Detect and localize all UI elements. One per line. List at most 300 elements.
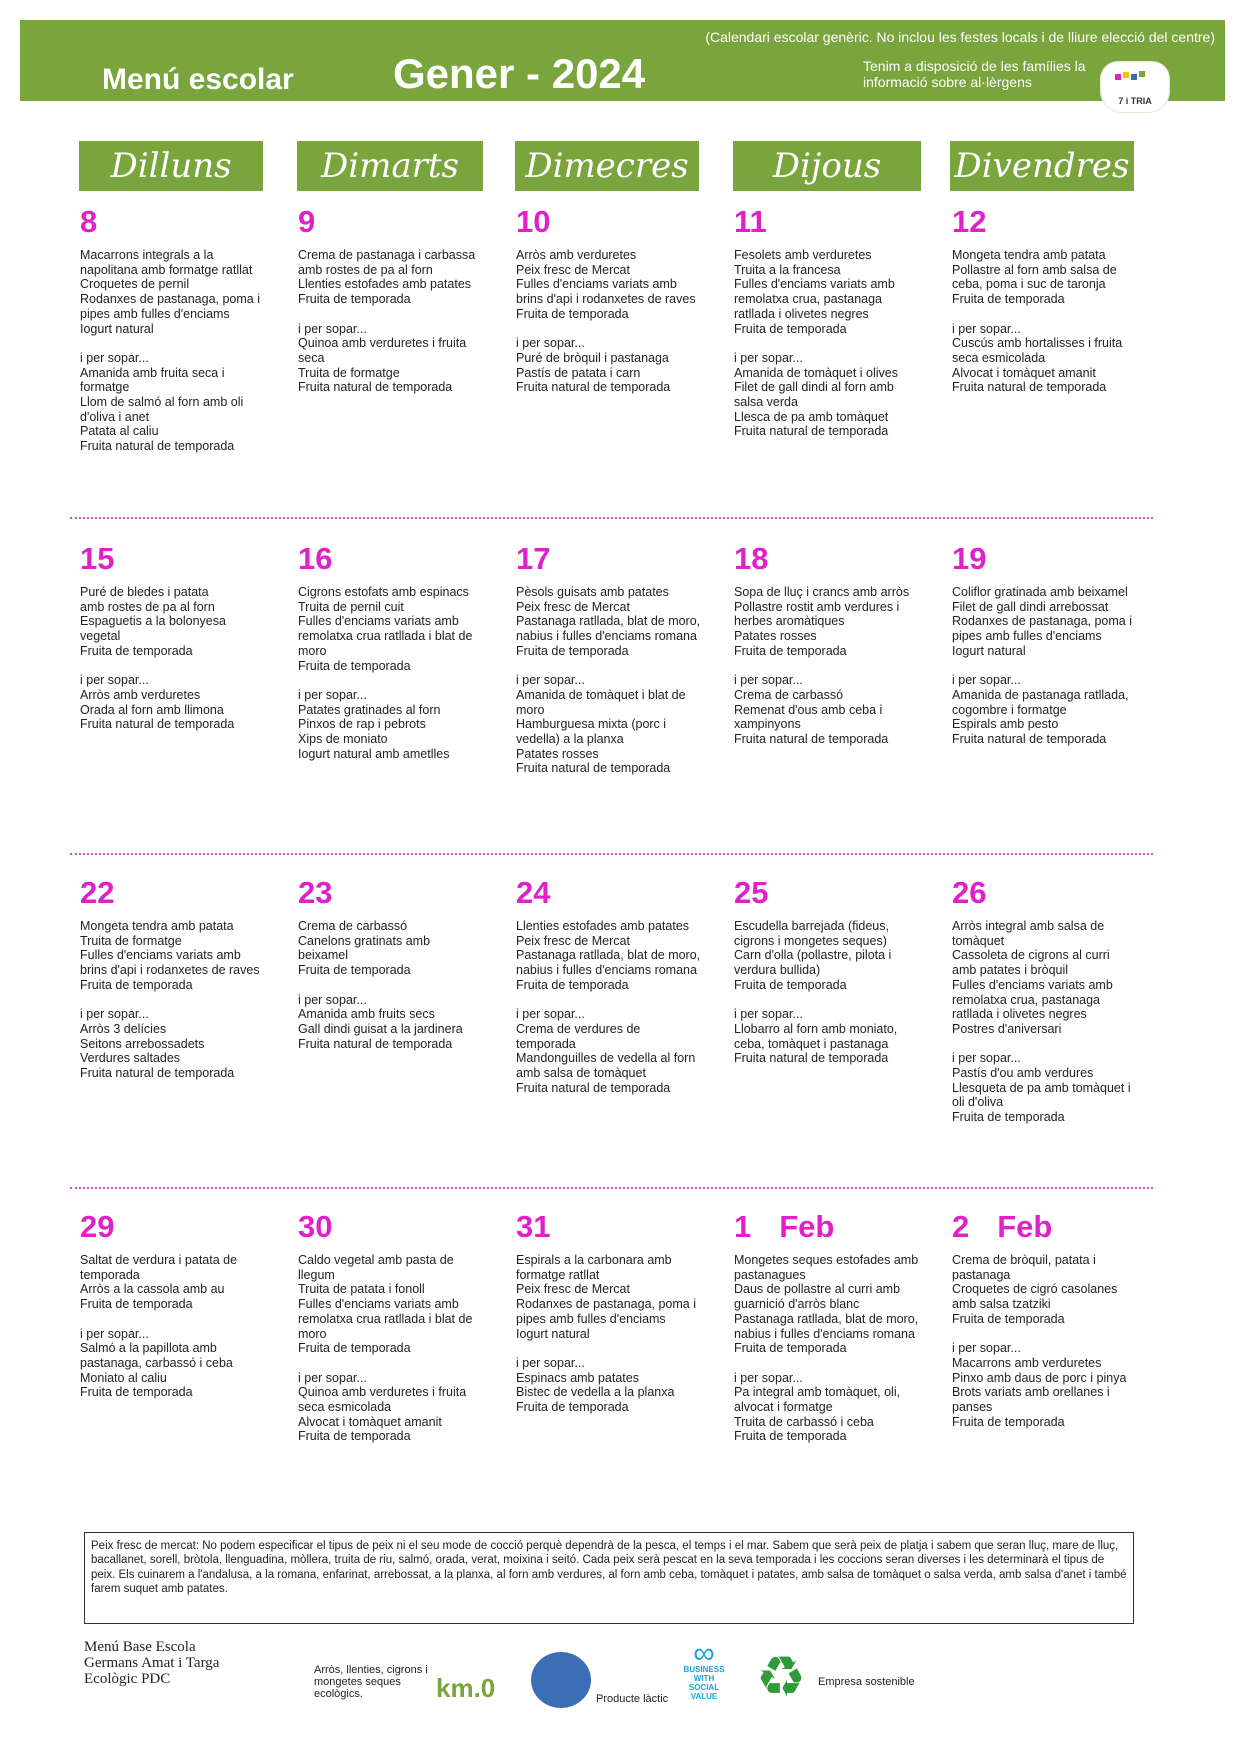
day-number bbox=[80, 542, 280, 576]
menu-line: temporada bbox=[516, 1036, 576, 1051]
menu-line: Arròs amb verduretes bbox=[80, 687, 201, 702]
fish-note-text: Peix fresc de mercat: No podem especificar el tipus de peix ni el seu mode de cocció perquè dependrà de la pesca, el temps i el mar. Sabem que serà peix de platja i sabem que seran lluç, mare de lluç, bacallanet, sorell, bròtola, llenguadina, mòllera, truita de riu, salmó, orada, verat, moixina i seitó. Cada peix serà pescat en la seva temporada i les coccions seran diverses i les determinarà el tipus de peix. Els cuinarem a l'andalusa, a la romana, enfarinat, arrebossat, a la planxa, al forn amb verdures, al forn amb ceba, tomàquet i patates, amb salsa de tomàquet o salsa verda, amb salsa d'anet i també farem suquet amb patates. bbox=[91, 1540, 1127, 1596]
menu-line: i per sopar... bbox=[734, 1370, 803, 1385]
menu-line: Postres d'aniversari bbox=[952, 1021, 1062, 1036]
menu-line bbox=[734, 993, 934, 1008]
menu-line: Fruita natural de temporada bbox=[516, 380, 671, 395]
day-number bbox=[734, 205, 934, 239]
menu-line: llegum bbox=[298, 1267, 335, 1282]
day-cell bbox=[952, 1210, 1152, 1429]
day-cell bbox=[80, 205, 280, 454]
menu-line: Pollastre rostit amb verdures i bbox=[734, 599, 900, 614]
menu-line: Pinxos de rap i pebrots bbox=[298, 717, 426, 732]
day-cell bbox=[952, 542, 1152, 747]
menu-line: Fruita de temporada bbox=[734, 1341, 847, 1356]
menu-line: pastanaga, carbassó i ceba bbox=[80, 1355, 233, 1370]
menu-line: Rodanxes de pastanaga, poma i bbox=[516, 1297, 696, 1312]
menu-line: Amanida amb fruits secs bbox=[298, 1007, 435, 1022]
menu-line: tomàquet bbox=[952, 933, 1005, 948]
menu-line bbox=[298, 673, 498, 688]
menu-line: cigrons i mongetes seques) bbox=[734, 933, 887, 948]
menu-line: Fruita de temporada bbox=[80, 643, 193, 658]
menu-line bbox=[298, 1356, 498, 1371]
menu-line: Fruita natural de temporada bbox=[516, 1080, 671, 1095]
menu-line: panses bbox=[952, 1400, 993, 1415]
base-line: Ecològic PDC bbox=[84, 1671, 171, 1687]
menu-line: Fruita de temporada bbox=[80, 1385, 193, 1400]
menu-line: Llesca de pa amb tomàquet bbox=[734, 409, 889, 424]
day-cell bbox=[734, 1210, 934, 1444]
menu-line: Fruita de temporada bbox=[298, 1429, 411, 1444]
menu-line bbox=[734, 336, 934, 351]
menu-line: i per sopar... bbox=[734, 1007, 803, 1022]
day-cell bbox=[298, 1210, 498, 1444]
menu-line: vedella) a la planxa bbox=[516, 732, 624, 747]
menu-line bbox=[952, 1037, 1152, 1052]
menu-line: ratllada i olivetes negres bbox=[952, 1007, 1087, 1022]
menu-line: i per sopar... bbox=[734, 350, 803, 365]
menu-line: ratllada i olivetes negres bbox=[734, 306, 869, 321]
menu-line: i per sopar... bbox=[80, 1326, 149, 1341]
day-header-2: Dimecres bbox=[515, 141, 699, 191]
menu-line: Fruita de temporada bbox=[298, 1341, 411, 1356]
menu-line: Crema de verdures de bbox=[516, 1021, 641, 1036]
day-number bbox=[298, 205, 498, 239]
menu-line: Peix fresc de Mercat bbox=[516, 933, 630, 948]
day-cell bbox=[516, 876, 716, 1095]
day-number bbox=[298, 542, 498, 576]
menu-line: Fesolets amb verduretes bbox=[734, 248, 872, 262]
month-label: Feb bbox=[779, 1209, 835, 1244]
menu-line: Crema de pastanaga i carbassa bbox=[298, 248, 476, 262]
menu-line: Fruita de temporada bbox=[952, 1414, 1065, 1429]
menu-line: Fruita de temporada bbox=[734, 321, 847, 336]
menu-line: Llom de salmó al forn amb oli bbox=[80, 395, 244, 410]
day-cell bbox=[516, 542, 716, 776]
menu-line: Truita de carbassó i ceba bbox=[734, 1414, 874, 1429]
menu-line: Fruita de temporada bbox=[516, 306, 629, 321]
menu-line: amb salsa de tomàquet bbox=[516, 1066, 646, 1081]
menu-line: Pollastre al forn amb salsa de bbox=[952, 262, 1117, 277]
menu-line: Llenties estofades amb patates bbox=[516, 919, 690, 933]
menu-line: Fulles d'enciams variats amb bbox=[298, 1297, 459, 1312]
logo-square-icon bbox=[1139, 71, 1145, 77]
menu-line: Truita de pernil cuit bbox=[298, 599, 404, 614]
menu-line: brins d'api i rodanxetes de raves bbox=[80, 963, 260, 978]
menu-line: Quinoa amb verduretes i fruita bbox=[298, 336, 467, 351]
day-number bbox=[952, 205, 1152, 239]
menu-line: Fruita de temporada bbox=[298, 292, 411, 307]
menu-line: verdura bullida) bbox=[734, 963, 821, 978]
menu-line: i per sopar... bbox=[298, 321, 367, 336]
menu-line bbox=[952, 659, 1152, 674]
menu-line: Cassoleta de cigrons al curri bbox=[952, 948, 1110, 963]
menu-line: i per sopar... bbox=[298, 992, 367, 1007]
menu-line: Arròs integral amb salsa de bbox=[952, 919, 1105, 933]
menu-line bbox=[734, 659, 934, 674]
menu-line: Amanida de pastanaga ratllada, bbox=[952, 687, 1129, 702]
menu-line: Filet de gall dindi arrebossat bbox=[952, 599, 1109, 614]
menu-line: moro bbox=[298, 643, 327, 658]
menu-line bbox=[80, 993, 280, 1008]
menu-line: Espirals amb pesto bbox=[952, 717, 1059, 732]
day-number-value: 8 bbox=[80, 204, 98, 239]
menu-line: seca esmicolada bbox=[952, 350, 1046, 365]
menu-line: Fruita natural de temporada bbox=[80, 439, 235, 454]
base-line: Germans Amat i Targa bbox=[84, 1655, 220, 1671]
day-cell bbox=[80, 876, 280, 1081]
menu-line: Peix fresc de Mercat bbox=[516, 262, 630, 277]
menu-line: Mongetes seques estofades amb bbox=[734, 1253, 919, 1267]
menu-line bbox=[80, 1312, 280, 1327]
menu-line: Verdures saltades bbox=[80, 1051, 181, 1066]
menu-line: i per sopar... bbox=[734, 673, 803, 688]
day-number bbox=[80, 1210, 280, 1244]
menu-line: Fulles d'enciams variats amb bbox=[298, 614, 459, 629]
menu-line: Moniato al caliu bbox=[80, 1370, 167, 1385]
menu-line: Puré de bledes i patata bbox=[80, 585, 209, 599]
menu-line: salsa verda bbox=[734, 395, 798, 410]
day-cell bbox=[80, 1210, 280, 1400]
day-number bbox=[516, 876, 716, 910]
menu-line: i per sopar... bbox=[298, 687, 367, 702]
base-line: Menú Base Escola bbox=[84, 1639, 196, 1655]
menu-line: Pastanaga ratllada, blat de moro, bbox=[516, 948, 701, 963]
day-number-value: 1 bbox=[734, 1209, 752, 1244]
menu-line: i per sopar... bbox=[80, 673, 149, 688]
menu-line: beixamel bbox=[298, 948, 349, 963]
menu-line: Puré de bròquil i pastanaga bbox=[516, 350, 669, 365]
day-cell bbox=[80, 542, 280, 732]
menu-line: Caldo vegetal amb pasta de bbox=[298, 1253, 454, 1267]
day-cell bbox=[298, 876, 498, 1051]
menu-line: Fruita natural de temporada bbox=[734, 732, 889, 747]
menu-line: formatge bbox=[80, 380, 130, 395]
menu-line: Patates gratinades al forn bbox=[298, 702, 441, 717]
menu-line: Fruita natural de temporada bbox=[80, 717, 235, 732]
menu-line: Croquetes de cigró casolanes bbox=[952, 1282, 1118, 1297]
day-number-value: 25 bbox=[734, 875, 769, 910]
menu-line: remolatxa crua, pastanaga bbox=[734, 292, 883, 307]
menu-line: xampinyons bbox=[734, 717, 801, 732]
menu-line: ceba, tomàquet i pastanaga bbox=[734, 1036, 889, 1051]
day-number-value: 26 bbox=[952, 875, 987, 910]
menu-line: oli d'oliva bbox=[952, 1095, 1004, 1110]
menu-line: Fruita natural de temporada bbox=[516, 761, 671, 776]
menu-line: Fruita natural de temporada bbox=[298, 1036, 453, 1051]
menu-line: nabius i fulles d'enciams romana bbox=[734, 1326, 915, 1341]
menu-line: amb rostes de pa al forn bbox=[80, 599, 215, 614]
menu-line: Pa integral amb tomàquet, oli, bbox=[734, 1385, 901, 1400]
menu-line bbox=[516, 993, 716, 1008]
menu-line: Pastanaga ratllada, blat de moro, bbox=[734, 1311, 919, 1326]
menu-line: Rodanxes de pastanaga, poma i bbox=[952, 614, 1132, 629]
menu-line: Gall dindi guisat a la jardinera bbox=[298, 1021, 463, 1036]
menu-line: Llobarro al forn amb moniato, bbox=[734, 1021, 898, 1036]
day-number-value: 29 bbox=[80, 1209, 115, 1244]
menu-line: i per sopar... bbox=[80, 350, 149, 365]
menu-line: Fruita natural de temporada bbox=[80, 1066, 235, 1081]
day-number-value: 15 bbox=[80, 541, 115, 576]
day-number-value: 19 bbox=[952, 541, 987, 576]
menu-line: Escudella barrejada (fideus, bbox=[734, 919, 889, 933]
menu-line: Croquetes de pernil bbox=[80, 277, 190, 292]
menu-line: seca bbox=[298, 350, 325, 365]
day-number-value: 23 bbox=[298, 875, 333, 910]
day-number bbox=[80, 876, 280, 910]
menu-line: Cuscús amb hortalisses i fruita bbox=[952, 336, 1123, 351]
menu-line: Fulles d'enciams variats amb bbox=[516, 277, 677, 292]
day-number bbox=[734, 876, 934, 910]
menu-line: pastanaga bbox=[952, 1267, 1011, 1282]
menu-line: alvocat i formatge bbox=[734, 1400, 833, 1415]
menu-line: Crema de carbassó bbox=[298, 919, 408, 933]
menu-line: Espirals a la carbonara amb bbox=[516, 1253, 672, 1267]
day-number-value: 9 bbox=[298, 204, 316, 239]
day-number-value: 16 bbox=[298, 541, 333, 576]
menu-line bbox=[516, 659, 716, 674]
menu-line: Carn d'olla (pollastre, pilota i bbox=[734, 948, 892, 963]
menu-line: Xips de moniato bbox=[298, 732, 388, 747]
menu-line: brins d'api i rodanxetes de raves bbox=[516, 292, 696, 307]
logo-square-icon bbox=[1131, 74, 1137, 80]
menu-line: Brots variats amb orellanes i bbox=[952, 1385, 1110, 1400]
day-header-4: Divendres bbox=[950, 141, 1134, 191]
menu-line bbox=[516, 322, 716, 337]
menu-line: Peix fresc de Mercat bbox=[516, 1282, 630, 1297]
day-header-3: Dijous bbox=[733, 141, 921, 191]
menu-line: i per sopar... bbox=[298, 1370, 367, 1385]
day-cell bbox=[734, 542, 934, 747]
menu-line: Fruita de temporada bbox=[952, 1110, 1065, 1125]
menu-line: i per sopar... bbox=[516, 1355, 585, 1370]
menu-line bbox=[734, 1356, 934, 1371]
menu-line: Peix fresc de Mercat bbox=[516, 599, 630, 614]
infinity-icon: ∞ bbox=[693, 1637, 715, 1670]
day-cell bbox=[952, 205, 1152, 395]
menu-line: amb salsa tzatziki bbox=[952, 1297, 1051, 1312]
menu-line: Amanida de tomàquet i olives bbox=[734, 365, 898, 380]
menu-line bbox=[80, 659, 280, 674]
day-header-1: Dimarts bbox=[297, 141, 483, 191]
day-cell bbox=[516, 205, 716, 395]
menu-line: amb rostes de pa al forn bbox=[298, 262, 433, 277]
menu-line: d'oliva i anet bbox=[80, 409, 150, 424]
eco-legumes-text: Arròs, llenties, cigrons i mongetes seques ecològics. bbox=[314, 1664, 428, 1700]
menu-line: Salmó a la papillota amb bbox=[80, 1341, 217, 1356]
day-cell bbox=[298, 205, 498, 395]
menu-line: guarnició d'arròs blanc bbox=[734, 1297, 860, 1312]
business-social-value-logo bbox=[678, 1637, 730, 1705]
menu-line: Mongeta tendra amb patata bbox=[952, 248, 1106, 262]
menu-line: Fruita natural de temporada bbox=[952, 380, 1107, 395]
menu-line: Truita a la francesa bbox=[734, 262, 841, 277]
menu-title: Menú escolar bbox=[102, 63, 294, 96]
menu-line bbox=[952, 1327, 1152, 1342]
menu-line: Pastanaga ratllada, blat de moro, bbox=[516, 614, 701, 629]
menu-line: Espaguetis a la bolonyesa bbox=[80, 614, 226, 629]
menu-line: Fruita de temporada bbox=[516, 643, 629, 658]
menu-line: pastanagues bbox=[734, 1267, 806, 1282]
menu-line: Amanida amb fruita seca i bbox=[80, 365, 225, 380]
menu-line: Remenat d'ous amb ceba i bbox=[734, 702, 883, 717]
menu-line: i per sopar... bbox=[516, 1007, 585, 1022]
menu-line: Patates rosses bbox=[734, 629, 817, 644]
week-separator bbox=[70, 1187, 1153, 1189]
menu-line: i per sopar... bbox=[516, 673, 585, 688]
day-number-value: 2 bbox=[952, 1209, 970, 1244]
menu-line: Truita de formatge bbox=[298, 365, 400, 380]
day-number bbox=[298, 1210, 498, 1244]
header-banner bbox=[20, 20, 1225, 101]
menu-line: Pinxo amb daus de porc i pinya bbox=[952, 1370, 1127, 1385]
menu-line: Quinoa amb verduretes i fruita bbox=[298, 1385, 467, 1400]
menu-line: Patates rosses bbox=[516, 746, 599, 761]
day-number bbox=[734, 542, 934, 576]
day-cell bbox=[952, 876, 1152, 1125]
menu-line: Truita de patata i fonoll bbox=[298, 1282, 425, 1297]
day-number bbox=[516, 542, 716, 576]
menu-line: Alvocat i tomàquet amanit bbox=[952, 365, 1096, 380]
day-number bbox=[516, 205, 716, 239]
menu-line: vegetal bbox=[80, 629, 121, 644]
day-number-value: 12 bbox=[952, 204, 987, 239]
km0-logo: km.0 bbox=[436, 1673, 496, 1703]
menu-line: i per sopar... bbox=[952, 1341, 1021, 1356]
menu-line: Crema de bròquil, patata i bbox=[952, 1253, 1096, 1267]
menu-line: remolatxa crua ratllada i blat de bbox=[298, 629, 473, 644]
day-number-value: 30 bbox=[298, 1209, 333, 1244]
menu-line: Fulles d'enciams variats amb bbox=[952, 977, 1113, 992]
logo-square-icon bbox=[1123, 72, 1129, 78]
menu-line: Orada al forn amb llimona bbox=[80, 702, 224, 717]
week-separator bbox=[70, 853, 1153, 855]
menu-line: seca esmicolada bbox=[298, 1400, 392, 1415]
menu-line: Saltat de verdura i patata de bbox=[80, 1253, 238, 1267]
menu-line: Arròs a la cassola amb au bbox=[80, 1282, 225, 1297]
allergen-info: Tenim a disposició de les famílies la informació sobre al·lèrgens bbox=[863, 58, 1086, 90]
menu-line: Filet de gall dindi al forn amb bbox=[734, 380, 894, 395]
dairy-cow-logo-icon bbox=[531, 1652, 591, 1708]
menu-line: Llesqueta de pa amb tomàquet i bbox=[952, 1080, 1131, 1095]
recycle-icon: ♻ bbox=[755, 1645, 807, 1708]
menu-line: Truita de formatge bbox=[80, 933, 182, 948]
menu-line bbox=[298, 307, 498, 322]
day-number-value: 10 bbox=[516, 204, 551, 239]
menu-line bbox=[298, 978, 498, 993]
menu-line: Fruita natural de temporada bbox=[952, 732, 1107, 747]
day-number bbox=[952, 542, 1152, 576]
menu-line: cogombre i formatge bbox=[952, 702, 1067, 717]
sustainable-company-label: Empresa sostenible bbox=[818, 1676, 915, 1688]
menu-line: pipes amb fulles d'enciams bbox=[516, 1311, 666, 1326]
menu-line bbox=[516, 1341, 716, 1356]
menu-line: Sopa de lluç i crancs amb arròs bbox=[734, 585, 910, 599]
month-label: Feb bbox=[997, 1209, 1053, 1244]
menu-line: i per sopar... bbox=[952, 673, 1021, 688]
menu-line: Fruita de temporada bbox=[80, 1297, 193, 1312]
fish-note-box bbox=[84, 1532, 1134, 1624]
logo-square-icon bbox=[1115, 74, 1121, 80]
menu-line: moro bbox=[298, 1326, 327, 1341]
menu-line: Daus de pollastre al curri amb bbox=[734, 1282, 901, 1297]
menu-line: Iogurt natural amb ametlles bbox=[298, 746, 450, 761]
menu-line: Alvocat i tomàquet amanit bbox=[298, 1414, 442, 1429]
menu-line: Bistec de vedella a la planxa bbox=[516, 1385, 675, 1400]
menu-line: Fruita de temporada bbox=[298, 658, 411, 673]
day-header-0: Dilluns bbox=[79, 141, 263, 191]
menu-line: Iogurt natural bbox=[516, 1326, 590, 1341]
menu-line: Mandonguilles de vedella al forn bbox=[516, 1051, 696, 1066]
menu-line: i per sopar... bbox=[952, 321, 1021, 336]
day-number-value: 31 bbox=[516, 1209, 551, 1244]
menu-line: nabius i fulles d'enciams romana bbox=[516, 629, 697, 644]
menu-line: nabius i fulles d'enciams romana bbox=[516, 963, 697, 978]
menu-line: Pèsols guisats amb patates bbox=[516, 585, 669, 599]
week-separator bbox=[70, 517, 1153, 519]
menu-line: Macarrons amb verduretes bbox=[952, 1355, 1102, 1370]
logo-text: 7 i TRIA bbox=[1118, 96, 1152, 106]
menu-line: Fruita natural de temporada bbox=[734, 1051, 889, 1066]
menu-line: Llenties estofades amb patates bbox=[298, 277, 472, 292]
menu-line: Iogurt natural bbox=[80, 321, 154, 336]
menu-line: Fruita de temporada bbox=[734, 1429, 847, 1444]
menu-line: Cigrons estofats amb espinacs bbox=[298, 585, 469, 599]
menu-line: remolatxa crua ratllada i blat de bbox=[298, 1311, 473, 1326]
7-i-tria-logo bbox=[1100, 61, 1170, 113]
menu-line: Fruita de temporada bbox=[952, 292, 1065, 307]
menu-line: Rodanxes de pastanaga, poma i bbox=[80, 292, 260, 307]
menu-line: Amanida de tomàquet i blat de bbox=[516, 687, 686, 702]
menu-line: Arròs 3 delícies bbox=[80, 1021, 167, 1036]
day-number-value: 24 bbox=[516, 875, 551, 910]
menu-line: Mongeta tendra amb patata bbox=[80, 919, 234, 933]
menu-line: Fruita de temporada bbox=[516, 977, 629, 992]
menu-line: Fruita de temporada bbox=[80, 977, 193, 992]
menu-line: Iogurt natural bbox=[952, 643, 1026, 658]
day-number bbox=[80, 205, 280, 239]
menu-line: amb patates i bròquil bbox=[952, 963, 1069, 978]
menu-line: Hamburguesa mixta (porc i bbox=[516, 717, 667, 732]
month-title: Gener - 2024 bbox=[393, 50, 646, 97]
calendar-note: (Calendari escolar genèric. No inclou les festes locals i de lliure elecció del centre) bbox=[705, 29, 1215, 45]
day-cell bbox=[734, 876, 934, 1066]
menu-line bbox=[952, 307, 1152, 322]
menu-line: Crema de carbassó bbox=[734, 687, 844, 702]
menu-line: Fruita de temporada bbox=[516, 1400, 629, 1415]
menu-line: Fruita de temporada bbox=[298, 963, 411, 978]
menu-line: formatge ratllat bbox=[516, 1267, 600, 1282]
day-cell bbox=[298, 542, 498, 761]
day-number-value: 11 bbox=[734, 204, 767, 239]
menu-line: Arròs amb verduretes bbox=[516, 248, 637, 262]
dairy-product-label: Producte làctic bbox=[596, 1693, 669, 1705]
menu-line: Pastís d'ou amb verdures bbox=[952, 1066, 1094, 1081]
menu-line: remolatxa crua, pastanaga bbox=[952, 992, 1101, 1007]
menu-base-info bbox=[84, 1639, 219, 1687]
day-number bbox=[298, 876, 498, 910]
menu-line: Espinacs amb patates bbox=[516, 1370, 639, 1385]
menu-line: pipes amb fulles d'enciams bbox=[952, 629, 1102, 644]
day-cell bbox=[734, 205, 934, 439]
menu-line: Macarrons integrals a la bbox=[80, 248, 214, 262]
menu-line: Fulles d'enciams variats amb bbox=[734, 277, 895, 292]
menu-line: Fruita natural de temporada bbox=[734, 424, 889, 439]
menu-line: ceba, poma i suc de taronja bbox=[952, 277, 1106, 292]
day-number bbox=[734, 1210, 934, 1244]
menu-line: moro bbox=[516, 702, 545, 717]
menu-line: temporada bbox=[80, 1267, 140, 1282]
